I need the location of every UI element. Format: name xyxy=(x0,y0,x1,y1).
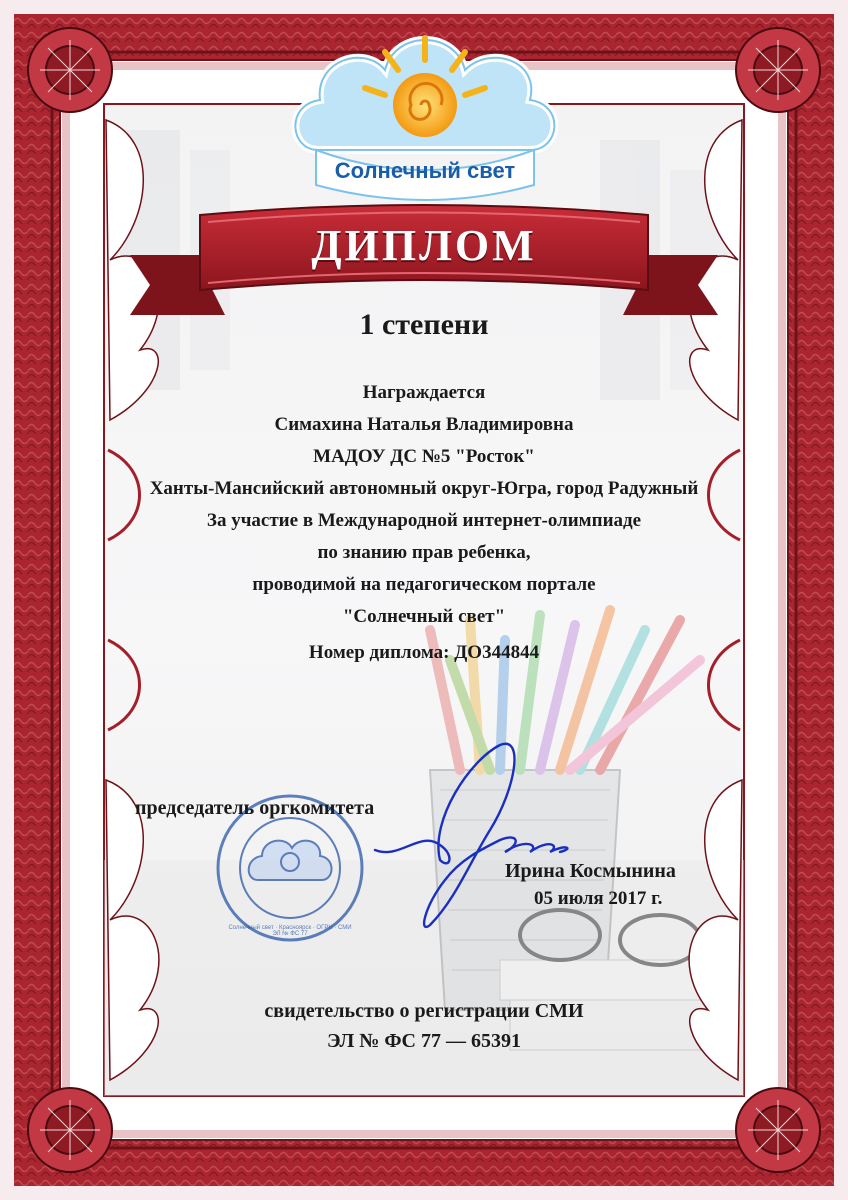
logo-text: Солнечный свет xyxy=(334,158,516,183)
stamp-caption: Солнечный свет · Красноярск · ОГРН · СМИ ЭЛ № ФС 77 xyxy=(228,925,352,937)
award-reason-line-1: За участие в Международной интернет-олимпиаде xyxy=(206,510,642,531)
award-reason-line-4: "Солнечный свет" xyxy=(342,606,506,627)
logo xyxy=(316,158,534,184)
issue-date: 05 июля 2017 г. xyxy=(534,888,663,909)
registration-line-1: свидетельство о регистрации СМИ xyxy=(264,1000,584,1022)
recipient-organization: МАДОУ ДС №5 "Росток" xyxy=(313,446,535,467)
award-reason-line-2: по знанию прав ребенка, xyxy=(317,542,531,563)
recipient-name: Симахина Наталья Владимировна xyxy=(274,414,574,435)
recipient-region: Ханты-Мансийский автономный округ-Югра, город Радужный xyxy=(149,478,699,499)
diploma-title: ДИПЛОМ xyxy=(311,221,537,270)
banner-title-wrap xyxy=(200,220,648,271)
signatory-role: председатель оргкомитета xyxy=(135,797,375,819)
registration-line-2: ЭЛ № ФС 77 — 65391 xyxy=(327,1030,521,1052)
signatory-name: Ирина Космынина xyxy=(505,860,676,882)
diploma-degree: 1 степени xyxy=(359,308,489,341)
diploma-number: Номер диплома: ДО344844 xyxy=(308,642,540,663)
award-reason-line-3: проводимой на педагогическом портале xyxy=(252,574,596,595)
awarded-label: Награждается xyxy=(362,382,486,403)
